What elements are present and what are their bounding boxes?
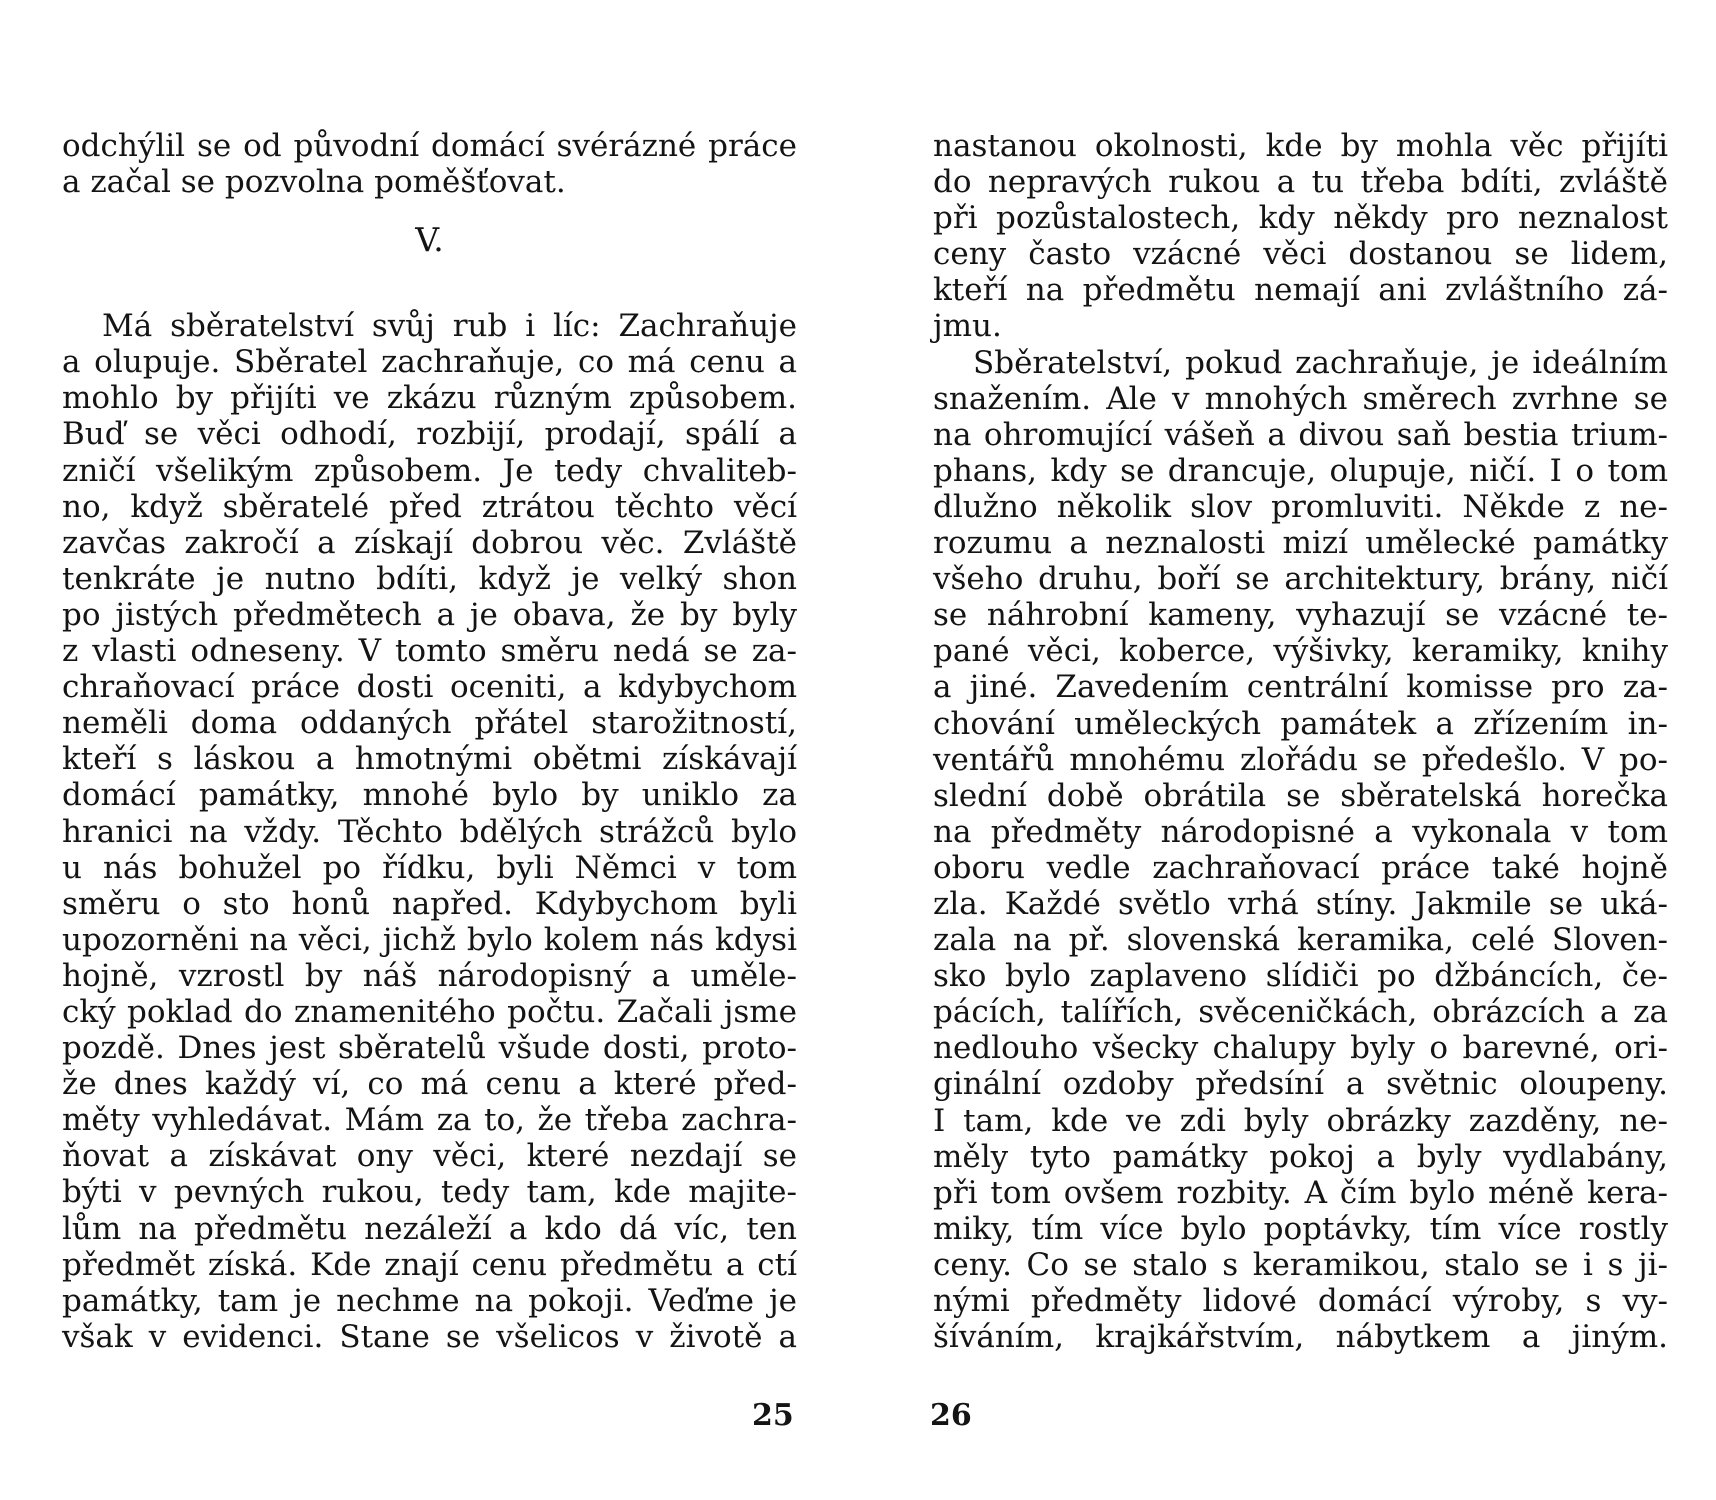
page-number: 25 <box>752 1398 794 1433</box>
text-line: směru o sto honů napřed. Kdybychom byli <box>62 885 797 922</box>
text-line: a jiné. Zavedením centrální komisse pro za- <box>933 669 1668 706</box>
text-line: zničí všelikým způsobem. Je tedy chvalitеb- <box>62 452 797 489</box>
text-line: nedlouho všecky chalupy byly o barevné, ori- <box>933 1030 1668 1067</box>
text-line: pozdě. Dnes jest sběratelů všude dosti, proto- <box>62 1030 797 1067</box>
text-line: že dnes každý ví, co má cenu a které před- <box>62 1066 797 1103</box>
text-line: na ohromující vášeň a divou saň bestia trium- <box>933 416 1668 453</box>
text-line: slední době obrátila se sběratelská horečka <box>933 777 1668 814</box>
text-line: phans, kdy se drancuje, olupuje, ničí. I o tom <box>933 452 1668 489</box>
text-line: hranici na vždy. Těchto bdělých strážců bylo <box>62 813 797 850</box>
text-line: dlužno několik slov promluviti. Někde z ne- <box>933 488 1668 525</box>
text-line: památky, tam je nechme na pokoji. Veďme je <box>62 1282 797 1319</box>
text-line: I tam, kde ve zdi byly obrázky zazděny, ne- <box>933 1102 1668 1139</box>
text-line: hojně, vzrostl by náš národopisný a uměle- <box>62 957 797 994</box>
text-line: zla. Každé světlo vrhá stíny. Jakmile se uká- <box>933 885 1668 922</box>
text-line: po jistých předmětech a je obava, že by byly <box>62 596 797 633</box>
text-line: všeho druhu, boří se architektury, brány, ničí <box>933 561 1668 598</box>
text-line: cký poklad do znamenitého počtu. Začali jsme <box>62 993 797 1030</box>
text-line: měly tyto památky pokoj a byly vydlabány, <box>933 1138 1668 1175</box>
text-line: býti v pevných rukou, tedy tam, kde majite- <box>62 1174 797 1211</box>
text-line: Sběratelství, pokud zachraňuje, je ideálním <box>973 344 1668 381</box>
text-line: a začal se pozvolna poměšťovat. <box>62 164 566 201</box>
text-line: ginální ozdoby předsíní a světnic oloupeny. <box>933 1066 1668 1103</box>
text-line: lům na předmětu nezáleží a kdo dá víc, ten <box>62 1210 797 1247</box>
left-page-text <box>62 128 797 1355</box>
text-line: odchýlil se od původní domácí svérázné práce <box>62 128 797 164</box>
text-line: ceny. Co se stalo s keramikou, stalo se i s ji- <box>933 1246 1668 1283</box>
text-line: na předměty národopisné a vykonala v tom <box>933 813 1668 850</box>
text-line: miky, tím více bylo poptávky, tím více rostly <box>933 1210 1668 1247</box>
text-line: rozumu a neznalosti mizí umělecké památky <box>933 525 1668 562</box>
text-line: kteří na předmětu nemají ani zvláštního zá- <box>933 272 1668 309</box>
text-line: do nepravých rukou a tu třeba bdíti, zvláště <box>933 164 1668 201</box>
text-line: u nás bohužel po řídku, byli Němci v tom <box>62 849 797 886</box>
text-line: ceny často vzácné věci dostanou se lidem, <box>933 236 1668 273</box>
text-line: nými předměty lidové domácí výroby, s vy- <box>933 1283 1668 1319</box>
text-line: při tom ovšem rozbity. A čím bylo méně kera- <box>933 1174 1668 1211</box>
text-line: tenkráte je nutno bdíti, když je velký shon <box>62 560 797 597</box>
text-line: jmu. <box>933 308 1002 345</box>
text-line: předmět získá. Kde znají cenu předmětu a ctí <box>62 1246 797 1283</box>
text-line: chraňovací práce dosti oceniti, a kdybychom <box>62 669 797 706</box>
text-line: zavčas zakročí a získají dobrou věc. Zvláště <box>62 524 797 561</box>
text-line: domácí památky, mnohé bylo by uniklo za <box>62 777 797 814</box>
text-line: pané věci, koberce, výšivky, keramiky, knihy <box>933 633 1668 670</box>
text-line: zala na př. slovenská keramika, celé Sloven- <box>933 922 1668 959</box>
text-line: mohlo by přijíti ve zkázu různým způsobem. <box>62 380 797 417</box>
text-line: no, když sběratelé před ztrátou těchto věcí <box>62 488 797 525</box>
text-line: snažením. Ale v mnohých směrech zvrhne se <box>933 380 1668 417</box>
right-page <box>858 0 1716 1500</box>
text-line: ventářů mnohému zlořádu se předešlo. V po- <box>933 741 1668 778</box>
chapter-heading: V. <box>415 220 444 260</box>
text-line: Má sběratelství svůj rub i líc: Zachraňuje <box>102 308 797 345</box>
text-line: chování uměleckých památek a zřízením in- <box>933 705 1668 742</box>
text-line: z vlasti odneseny. V tomto směru nedá se za- <box>62 633 797 670</box>
text-line: a olupuje. Sběratel zachraňuje, co má cenu a <box>62 344 797 381</box>
text-line: pácích, talířích, svěcеničkách, obrázcích a za <box>933 994 1668 1031</box>
text-line: ňovat a získávat ony věci, které nezdají se <box>62 1138 797 1175</box>
text-line: při pozůstalostech, kdy někdy pro neznalost <box>933 200 1668 237</box>
text-line: Buď se věci odhodí, rozbijí, prodají, spálí a <box>62 416 797 453</box>
right-page-text <box>933 128 1668 1355</box>
text-line: měty vyhledávat. Mám za to, že třeba zachra- <box>62 1102 797 1139</box>
page-number: 26 <box>930 1398 972 1433</box>
text-line: se náhrobní kameny, vyhazují se vzácné te- <box>933 597 1668 634</box>
text-line: sko bylo zaplaveno slídiči po džbáncích, če- <box>933 958 1668 995</box>
text-line: šíváním, krajkářstvím, nábytkem a jiným. <box>933 1319 1668 1356</box>
text-line: však v evidenci. Stane se všelicos v životě a <box>62 1318 797 1355</box>
text-line: kteří s láskou a hmotnými obětmi získávají <box>62 741 797 778</box>
text-line: neměli doma oddaných přátel starožitností, <box>62 705 797 742</box>
text-line: upozorněni na věci, jichž bylo kolem nás kdysi <box>62 921 797 958</box>
text-line: oboru vedle zachraňovací práce také hojně <box>933 849 1668 886</box>
text-line: nastanou okolnosti, kde by mohla věc přijíti <box>933 128 1668 164</box>
